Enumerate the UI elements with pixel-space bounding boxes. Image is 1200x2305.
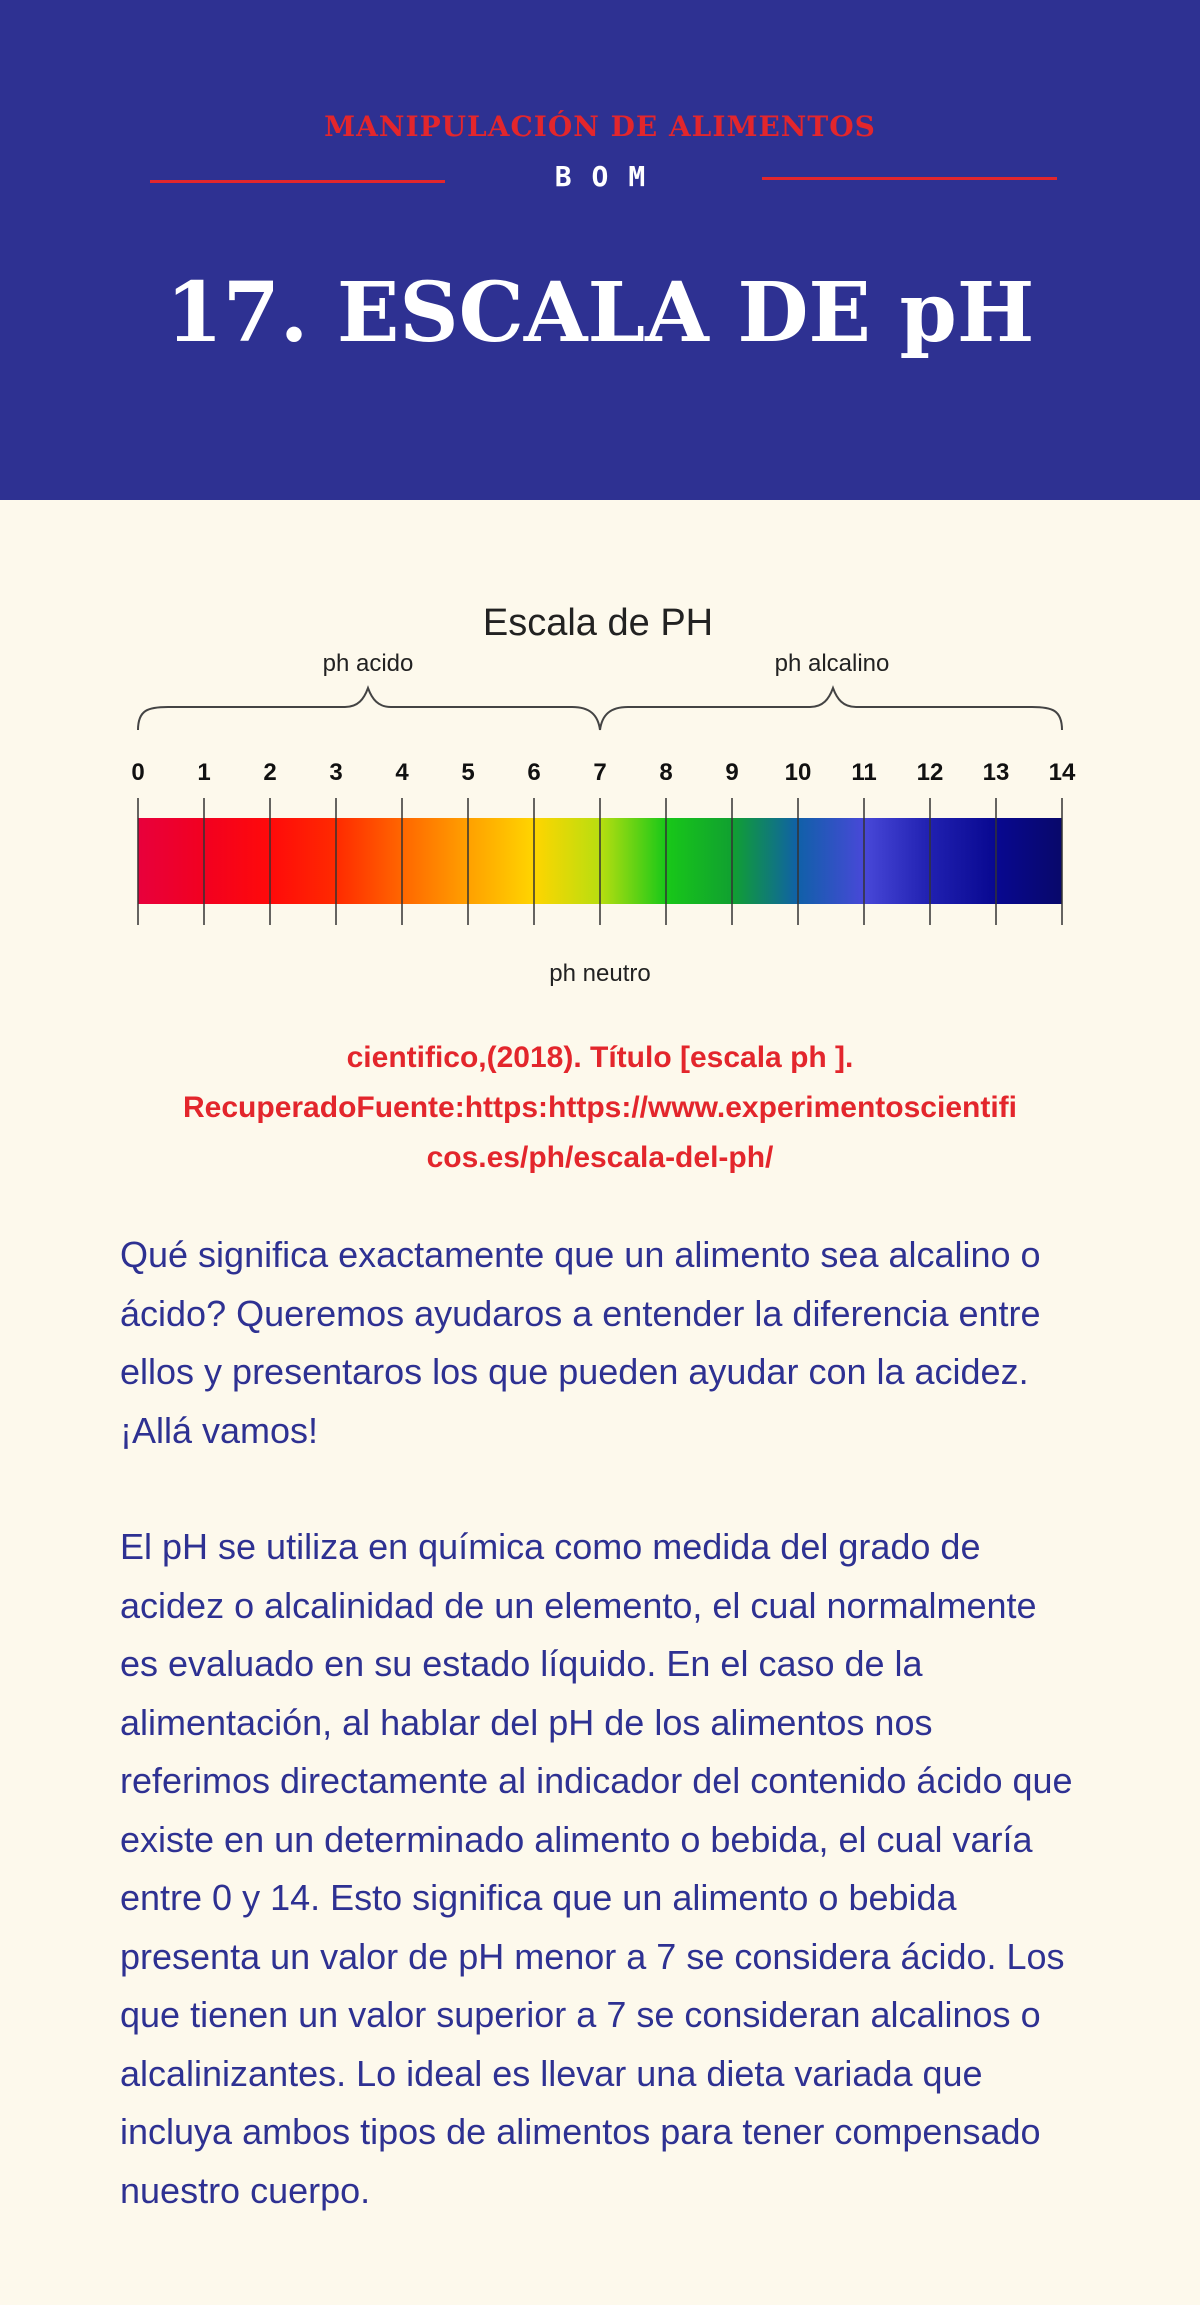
caption-line-1: cientifico,(2018). Título [escala ph ].	[346, 1041, 854, 1074]
tick-label-13: 13	[982, 759, 1010, 786]
acid-brace	[138, 688, 600, 730]
tick-label-1: 1	[197, 759, 211, 786]
brand-name: BOM	[554, 160, 666, 193]
tick-label-5: 5	[461, 759, 475, 786]
tick-label-14: 14	[1048, 759, 1076, 786]
tick-label-12: 12	[916, 759, 944, 786]
caption-line-2: RecuperadoFuente:https:https://www.experimentoscientifi	[183, 1091, 1017, 1124]
intro-paragraph: Qué significa exactamente que un alimento sea alcalino o ácido? Queremos ayudaros a entender la diferencia entre ellos y presentaros los que pueden ayudar con la acidez. ¡Allá vamos!	[120, 1234, 1041, 1451]
tick-label-8: 8	[659, 759, 673, 786]
ph-explanation-paragraph: El pH se utiliza en química como medida del grado de acidez o alcalinidad de un elemento, el cual normalmente es evaluado en su estado líquido. En el caso de la alimentación, al hablar del pH de los alimentos nos referimos directamente al indicador del contenido ácido que existe en un determinado alimento o bebida, el cual varía entre 0 y 14. Esto significa que un alimento o bebida presenta un valor de pH menor a 7 se considera ácido. Los que tienen un valor superior a 7 se consideran alcalinos o alcalinizantes. Lo ideal es llevar una dieta variada que incluya ambos tipos de alimentos para tener compensado nuestro cuerpo.	[120, 1526, 1073, 2211]
tick-label-9: 9	[725, 759, 739, 786]
tick-label-3: 3	[329, 759, 343, 786]
tick-label-2: 2	[263, 759, 277, 786]
tick-label-4: 4	[395, 759, 409, 786]
page-title: 17. ESCALA DE pH	[165, 265, 1035, 361]
tick-label-7: 7	[593, 759, 607, 786]
tick-label-11: 11	[851, 759, 877, 786]
tick-label-0: 0	[131, 759, 145, 786]
header-rule-right	[762, 177, 1057, 180]
tick-labels	[131, 759, 1076, 786]
image-source-caption	[110, 1033, 1090, 1183]
alkaline-label: ph alcalino	[774, 650, 890, 677]
header-subtitle: MANIPULACIÓN DE ALIMENTOS	[324, 110, 876, 143]
ph-scale-figure	[120, 585, 1080, 1005]
caption-line-3: cos.es/ph/escala-del-ph/	[426, 1141, 774, 1174]
acid-label: ph acido	[322, 650, 414, 677]
alkaline-brace	[600, 688, 1062, 730]
figure-title: Escala de PH	[482, 602, 714, 644]
page-header	[0, 0, 1200, 500]
tick-label-6: 6	[527, 759, 541, 786]
tick-label-10: 10	[784, 759, 812, 786]
neutral-label: ph neutro	[549, 960, 651, 987]
